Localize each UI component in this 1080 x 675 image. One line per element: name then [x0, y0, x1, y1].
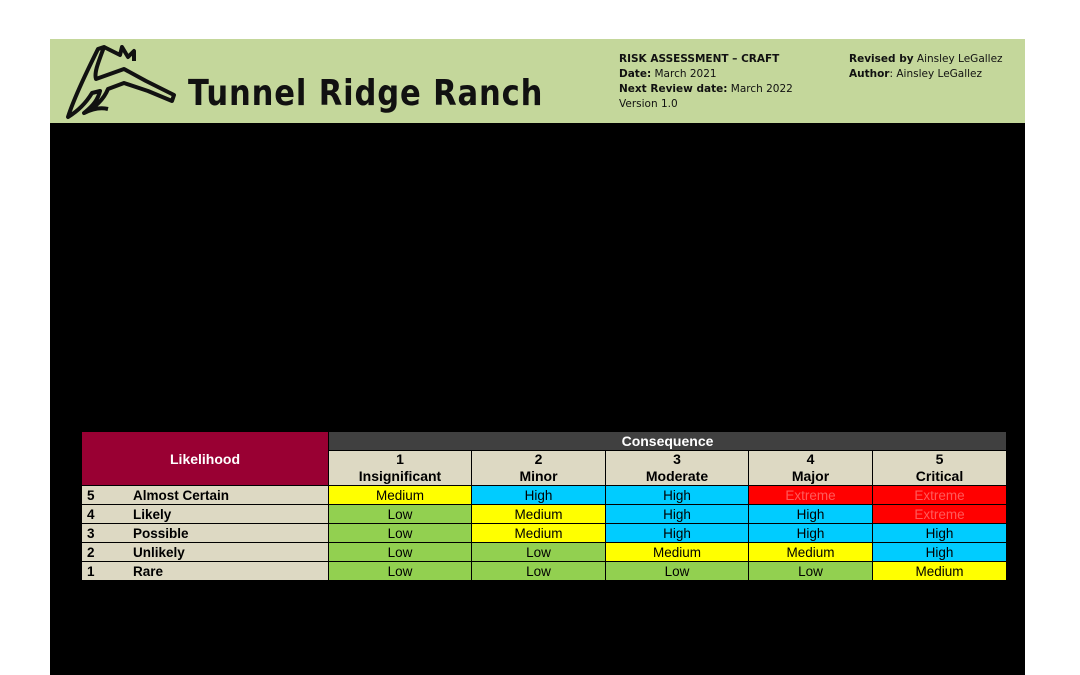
risk-cell: Low — [329, 505, 472, 524]
column-label: Insignificant — [358, 468, 442, 484]
risk-cell: High — [749, 524, 873, 543]
risk-cell: Low — [329, 562, 472, 581]
matrix-row — [82, 486, 1007, 505]
horse-head-icon — [64, 43, 194, 123]
matrix-row — [82, 543, 1007, 562]
likelihood-label — [82, 486, 329, 505]
matrix-row — [82, 524, 1007, 543]
column-number: 3 — [673, 451, 681, 467]
column-label: Critical — [915, 468, 964, 484]
likelihood-text: Possible — [133, 525, 189, 541]
consequence-column-3 — [606, 451, 749, 486]
author-value: : Ainsley LeGallez — [889, 68, 983, 80]
risk-cell: Low — [472, 562, 606, 581]
risk-cell: Medium — [873, 562, 1007, 581]
likelihood-text: Rare — [133, 563, 164, 579]
likelihood-text: Almost Certain — [133, 487, 230, 503]
risk-cell: High — [606, 486, 749, 505]
likelihood-number: 1 — [87, 563, 95, 579]
consequence-column-5 — [873, 451, 1007, 486]
matrix-body — [82, 486, 1007, 581]
risk-cell: Extreme — [873, 486, 1007, 505]
risk-cell: Low — [472, 543, 606, 562]
risk-cell: High — [606, 505, 749, 524]
risk-cell: High — [606, 524, 749, 543]
column-number: 4 — [806, 451, 815, 467]
date-value: March 2021 — [654, 68, 717, 80]
date-label: Date: — [619, 68, 652, 80]
header-banner — [50, 39, 1025, 123]
risk-cell: Low — [606, 562, 749, 581]
risk-matrix — [81, 431, 1007, 581]
consequence-column-4 — [749, 451, 873, 486]
column-number: 1 — [396, 451, 404, 467]
column-label: Major — [791, 468, 830, 484]
risk-cell: Medium — [606, 543, 749, 562]
column-label: Moderate — [645, 468, 709, 484]
version-text: Version 1.0 — [619, 98, 678, 110]
likelihood-number: 3 — [87, 525, 95, 541]
risk-cell: Low — [329, 543, 472, 562]
consequence-column-1 — [329, 451, 472, 486]
consequence-column-2 — [472, 451, 606, 486]
risk-cell: High — [472, 486, 606, 505]
likelihood-number: 2 — [87, 544, 95, 560]
risk-cell: Medium — [749, 543, 873, 562]
risk-cell: Extreme — [873, 505, 1007, 524]
next-review-label: Next Review date: — [619, 83, 728, 95]
risk-cell: Low — [749, 562, 873, 581]
column-number: 2 — [534, 451, 543, 467]
likelihood-text: Unlikely — [133, 544, 185, 560]
column-number: 5 — [935, 451, 944, 467]
author-label: Author — [849, 68, 890, 80]
likelihood-label — [82, 524, 329, 543]
revised-value: Ainsley LeGallez — [916, 53, 1003, 65]
consequence-header: Consequence — [329, 432, 1007, 451]
likelihood-number: 5 — [87, 487, 95, 503]
column-label: Minor — [519, 468, 558, 484]
likelihood-header: Likelihood — [82, 432, 329, 486]
risk-cell: High — [749, 505, 873, 524]
authorship-meta — [849, 52, 1003, 82]
likelihood-text: Likely — [133, 506, 172, 522]
risk-cell: Medium — [329, 486, 472, 505]
document-meta — [619, 52, 793, 112]
logo-text: Tunnel Ridge Ranch — [188, 73, 544, 114]
revised-label: Revised by — [849, 53, 914, 65]
matrix-row — [82, 505, 1007, 524]
risk-cell: High — [873, 543, 1007, 562]
risk-cell: High — [873, 524, 1007, 543]
next-review-value: March 2022 — [730, 83, 793, 95]
likelihood-label — [82, 505, 329, 524]
page — [50, 39, 1025, 675]
likelihood-number: 4 — [87, 506, 95, 522]
risk-cell: Extreme — [749, 486, 873, 505]
likelihood-label — [82, 562, 329, 581]
assessment-title: RISK ASSESSMENT – CRAFT — [619, 53, 780, 65]
matrix-row — [82, 562, 1007, 581]
likelihood-label — [82, 543, 329, 562]
ranch-logo — [64, 43, 544, 123]
risk-cell: Medium — [472, 505, 606, 524]
risk-cell: Medium — [472, 524, 606, 543]
risk-cell: Low — [329, 524, 472, 543]
